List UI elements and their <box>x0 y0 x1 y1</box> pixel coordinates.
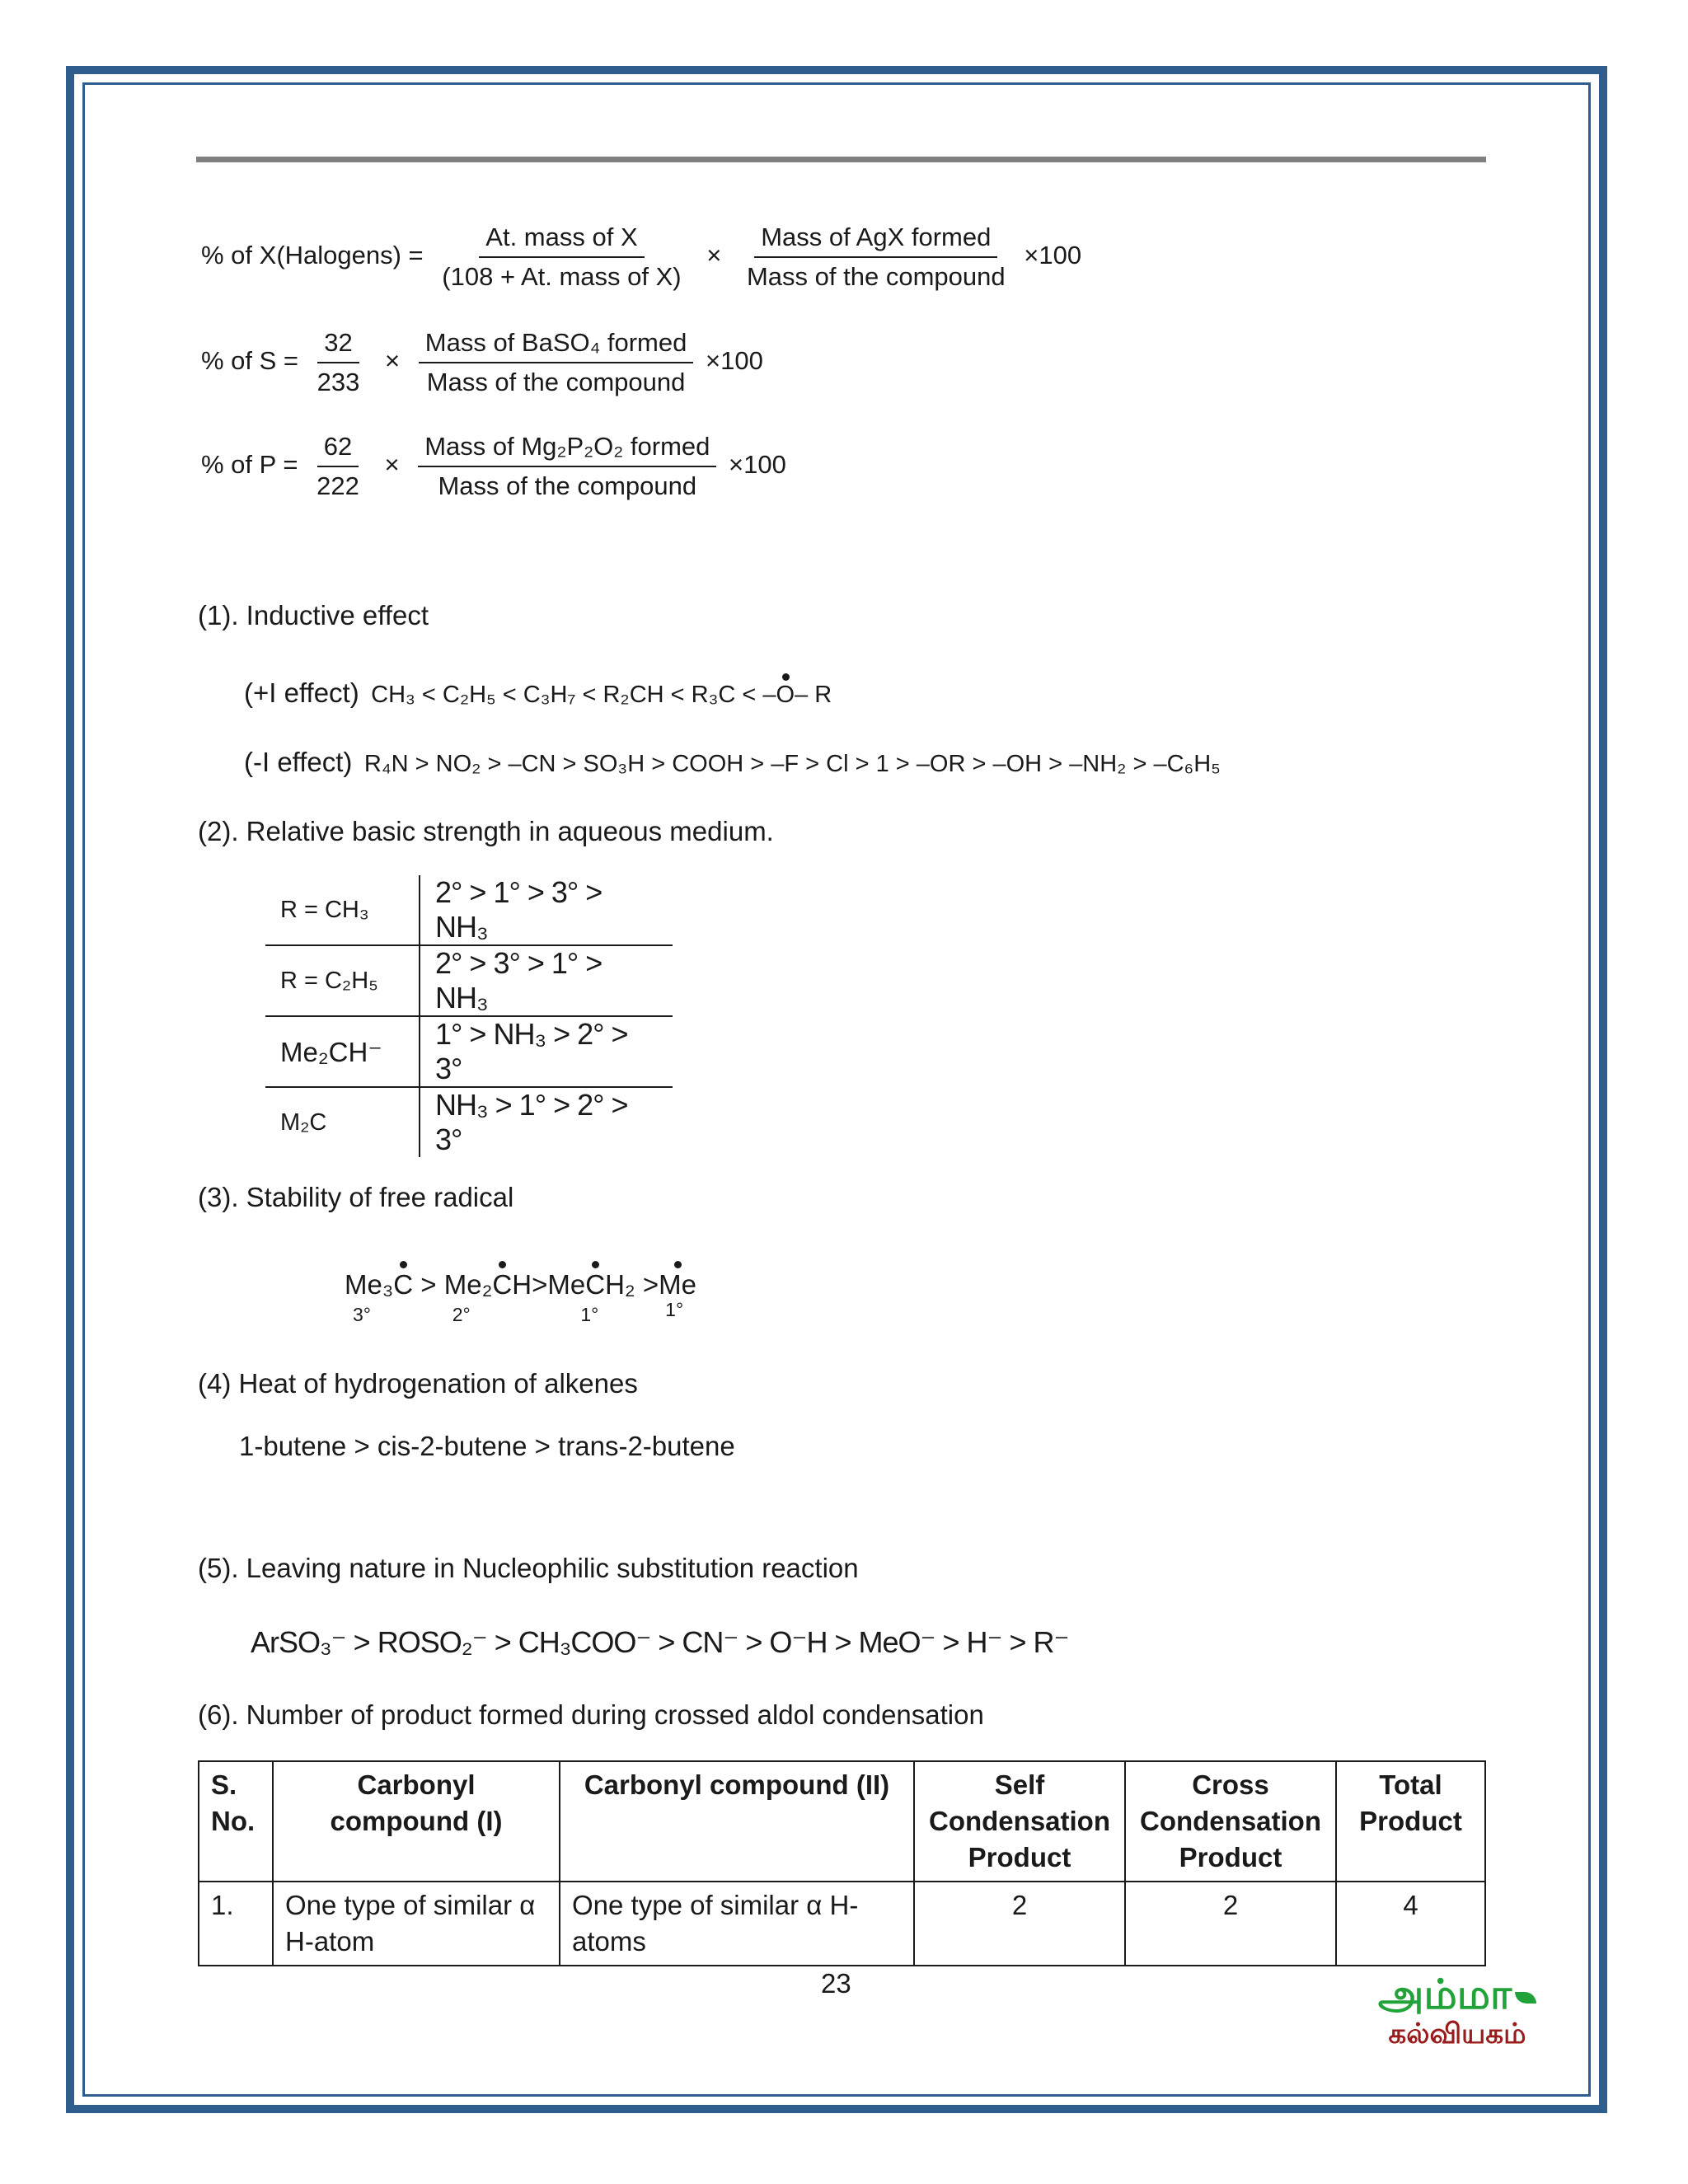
section-1-title: (1). Inductive effect <box>198 600 429 630</box>
fraction <box>435 223 687 292</box>
greater-than: > <box>420 1269 437 1300</box>
times-sign: × <box>385 346 401 376</box>
basic-strength-table <box>265 875 673 1157</box>
secondary-radical <box>443 1269 532 1325</box>
row-order: NH₃ > 1° > 2° > 3° <box>420 1087 673 1157</box>
table-row <box>265 875 673 945</box>
degree-label: 1° <box>580 1304 599 1325</box>
greater-than: > <box>532 1269 548 1300</box>
row-label: Me₂CH⁻ <box>265 1016 420 1087</box>
col-header-sno: S. No. <box>199 1761 273 1882</box>
row-order: 2° > 1° > 3° > NH₃ <box>420 875 673 945</box>
chain-part: – R <box>795 682 832 708</box>
formula-phosphorus <box>201 432 786 501</box>
radical-prefix: Me <box>547 1269 586 1300</box>
times-sign: × <box>706 241 722 270</box>
numerator: 62 <box>317 432 359 467</box>
fraction <box>740 223 1012 292</box>
numerator: Mass of Mg₂P₂O₂ formed <box>418 432 716 467</box>
multiplier: ×100 <box>729 450 786 480</box>
degree-label: 3° <box>353 1304 371 1325</box>
table-row <box>265 945 673 1016</box>
denominator: Mass of the compound <box>426 368 686 396</box>
section-4-title: (4) Heat of hydrogenation of alkenes <box>198 1368 638 1399</box>
numerator: At. mass of X <box>479 223 644 258</box>
row-order: 2° > 3° > 1° > NH₃ <box>420 945 673 1016</box>
logo-line-1 <box>1375 1971 1540 2018</box>
formula-lhs: % of P = <box>201 450 298 480</box>
cell-self: 2 <box>914 1882 1125 1966</box>
denominator: 233 <box>316 368 360 396</box>
page-number: 23 <box>821 1968 851 1999</box>
header-rule <box>196 157 1486 162</box>
multiplier: ×100 <box>1024 241 1082 270</box>
denominator: Mass of the compound <box>746 262 1006 291</box>
methyl-radical <box>659 1269 697 1320</box>
col-header-total: Total Product <box>1336 1761 1485 1882</box>
times-sign: × <box>384 450 400 480</box>
cell-carbonyl-1: One type of similar α H-atom <box>273 1882 560 1966</box>
col-header-self: Self Condensation Product <box>914 1761 1125 1882</box>
leaf-icon <box>1515 1992 1536 2004</box>
minus-i-effect-row <box>244 747 1221 778</box>
fraction <box>311 328 367 397</box>
cell-carbonyl-2: One type of similar α H-atoms <box>560 1882 914 1966</box>
logo-line-2: கல்வியகம் <box>1388 2018 1526 2050</box>
degree-label: 2° <box>452 1304 471 1325</box>
radical-atom: C <box>585 1269 606 1300</box>
row-label: R = CH₃ <box>280 896 369 923</box>
denominator: Mass of the compound <box>438 471 697 500</box>
plus-i-effect-row <box>244 677 832 709</box>
logo <box>1375 1971 1540 2050</box>
denominator: 222 <box>316 471 359 500</box>
plus-i-chain <box>371 682 832 708</box>
chain-part: CH₃ < C₂H₅ < C₃H₇ < R₂CH < R₃C < – <box>371 682 776 708</box>
leaving-group-order: ArSO₃⁻ > ROSO₂⁻ > CH₃COO⁻ > CN⁻ > O⁻H > MeO⁻ > H⁻ > R⁻ <box>251 1625 1069 1659</box>
hydrogenation-order: 1-butene > cis-2-butene > trans-2-butene <box>239 1431 735 1461</box>
table-header-row <box>199 1761 1485 1882</box>
fraction <box>419 328 694 397</box>
aldol-products-table <box>198 1760 1486 1966</box>
fraction <box>310 432 366 501</box>
radical-suffix: H₂ <box>605 1269 635 1300</box>
radical-atom: Me <box>659 1269 697 1300</box>
greater-than: > <box>642 1269 659 1300</box>
radical-stability-chain <box>345 1269 697 1325</box>
section-3-title: (3). Stability of free radical <box>198 1182 514 1212</box>
radical-prefix: Me₂ <box>443 1269 493 1300</box>
radical-suffix: H <box>512 1269 532 1300</box>
section-5-title: (5). Leaving nature in Nucleophilic substitution reaction <box>198 1553 859 1583</box>
formula-lhs: % of S = <box>201 346 299 376</box>
radical-atom: C <box>393 1269 414 1300</box>
minus-i-label: (-I effect) <box>244 747 353 777</box>
numerator: Mass of AgX formed <box>754 223 997 258</box>
radical-atom: O <box>776 682 795 708</box>
formula-sulphur <box>201 328 763 397</box>
minus-i-chain: R₄N > NO₂ > –CN > SO₃H > COOH > –F > Cl > 1 > –OR > –OH > –NH₂ > –C₆H₅ <box>363 751 1221 777</box>
formula-halogen <box>201 223 1081 292</box>
multiplier: ×100 <box>706 346 763 376</box>
primary-radical <box>547 1269 635 1325</box>
fraction <box>418 432 716 501</box>
numerator: Mass of BaSO₄ formed <box>419 328 694 363</box>
section-2-title: (2). Relative basic strength in aqueous medium. <box>198 816 774 846</box>
denominator: (108 + At. mass of X) <box>442 262 682 291</box>
plus-i-label: (+I effect) <box>244 677 359 708</box>
cell-sno: 1. <box>199 1882 273 1966</box>
radical-prefix: Me₃ <box>345 1269 394 1300</box>
col-header-cross: Cross Condensation Product <box>1125 1761 1336 1882</box>
section-6-title: (6). Number of product formed during crossed aldol condensation <box>198 1699 984 1730</box>
table-row <box>199 1882 1485 1966</box>
cell-total: 4 <box>1336 1882 1485 1966</box>
numerator: 32 <box>317 328 359 363</box>
radical-atom: C <box>492 1269 513 1300</box>
logo-text: அம்மா <box>1377 1971 1512 2018</box>
cell-cross: 2 <box>1125 1882 1336 1966</box>
row-order: 1° > NH₃ > 2° > 3° <box>420 1016 673 1087</box>
tertiary-radical <box>345 1269 414 1325</box>
table-row <box>265 1016 673 1087</box>
col-header-carbonyl-1: Carbonyl compound (I) <box>273 1761 560 1882</box>
degree-label: 1° <box>665 1299 684 1320</box>
table-row <box>265 1087 673 1157</box>
row-label: M₂C <box>265 1087 420 1157</box>
row-label: R = C₂H₅ <box>265 945 420 1016</box>
col-header-carbonyl-2: Carbonyl compound (II) <box>560 1761 914 1882</box>
formula-lhs: % of X(Halogens) = <box>201 241 424 270</box>
